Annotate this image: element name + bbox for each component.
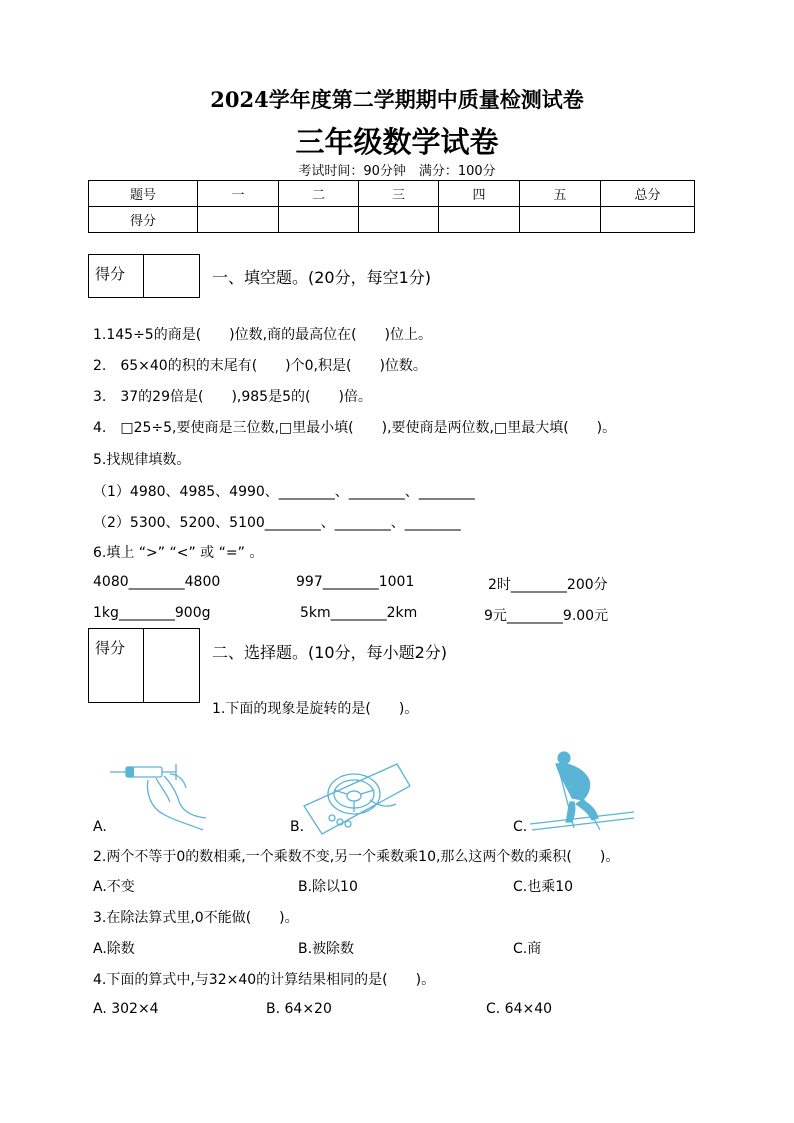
score-cell-empty[interactable]: [359, 207, 439, 233]
option-c[interactable]: C.: [513, 819, 528, 835]
score-cell-empty[interactable]: [520, 207, 601, 233]
option-a[interactable]: A.: [93, 819, 107, 835]
score-table-cell: 三: [359, 181, 439, 207]
steering-wheel-illustration: [302, 756, 412, 836]
section2-score-box[interactable]: [88, 628, 200, 703]
option-a[interactable]: A.不变: [93, 879, 135, 895]
compare-item: 2时________200分: [488, 577, 608, 593]
score-table-cell: 题号: [89, 181, 198, 207]
score-cell-empty[interactable]: [601, 207, 695, 233]
section1-heading: 一、填空题。(20分，每空1分): [212, 268, 432, 287]
score-box-label: 得分: [89, 629, 144, 702]
score-table-cell: 二: [279, 181, 359, 207]
option-c[interactable]: C.也乘10: [513, 879, 574, 895]
option-b[interactable]: B.: [290, 819, 305, 835]
score-cell-empty[interactable]: [198, 207, 279, 233]
question-1-3: 3. 37的29倍是( ),985是5的( )倍。: [93, 389, 372, 405]
syringe-hand-illustration: [108, 752, 218, 832]
score-table: [88, 180, 695, 233]
question-1-5-2: （2）5300、5200、5100________、________、________: [93, 515, 461, 531]
question-1-4: 4. □25÷5,要使商是三位数,□里最小填( ),要使商是两位数,□里最大填( )。: [93, 420, 617, 436]
question-1-6: 6.填上 “>” “<” 或 “=” 。: [93, 545, 264, 561]
compare-item: 5km________2km: [300, 605, 418, 621]
compare-item: 4080________4800: [93, 574, 221, 590]
option-c[interactable]: C. 64×40: [486, 1001, 553, 1017]
exam-title: 2024学年度第二学期期中质量检测试卷: [210, 87, 584, 112]
score-table-cell: 四: [439, 181, 520, 207]
score-table-cell: 五: [520, 181, 601, 207]
question-1-1: 1.145÷5的商是( )位数,商的最高位在( )位上。: [93, 327, 433, 343]
exam-info: 考试时间：90分钟 满分：100分: [298, 164, 496, 179]
option-a[interactable]: A. 302×4: [93, 1001, 159, 1017]
question-2-3: 3.在除法算式里,0不能做( )。: [93, 910, 299, 926]
question-2-4: 4.下面的算式中,与32×40的计算结果相同的是( )。: [93, 972, 436, 988]
score-table-cell: 总分: [601, 181, 695, 207]
score-cell-empty[interactable]: [439, 207, 520, 233]
score-table-score-row: [89, 207, 695, 233]
section1-score-box[interactable]: [88, 254, 200, 298]
question-1-5: 5.找规律填数。: [93, 452, 191, 468]
option-b[interactable]: B. 64×20: [266, 1001, 332, 1017]
question-2-2: 2.两个不等于0的数相乘,一个乘数不变,另一个乘数乘10,那么这两个数的乘积( )。: [93, 849, 620, 865]
exam-subtitle: 三年级数学试卷: [295, 125, 499, 159]
section2-heading: 二、选择题。(10分，每小题2分): [212, 643, 448, 662]
score-box-label: 得分: [89, 255, 144, 297]
option-b[interactable]: B.被除数: [298, 941, 355, 957]
option-a[interactable]: A.除数: [93, 941, 135, 957]
option-b[interactable]: B.除以10: [298, 879, 358, 895]
skier-illustration: [528, 748, 638, 834]
question-1-5-1: （1）4980、4985、4990、________、________、________: [93, 484, 475, 500]
option-c[interactable]: C.商: [513, 941, 542, 957]
compare-item: 9元________9.00元: [484, 608, 609, 624]
compare-item: 1kg________900g: [93, 605, 211, 621]
score-table-cell: 一: [198, 181, 279, 207]
compare-item: 997________1001: [296, 574, 415, 590]
question-1-2: 2. 65×40的积的末尾有( )个0,积是( )位数。: [93, 358, 427, 374]
score-cell-empty[interactable]: [279, 207, 359, 233]
question-2-1: 1.下面的现象是旋转的是( )。: [212, 701, 419, 717]
score-table-header-row: [89, 181, 695, 207]
score-table-cell: 得分: [89, 207, 198, 233]
